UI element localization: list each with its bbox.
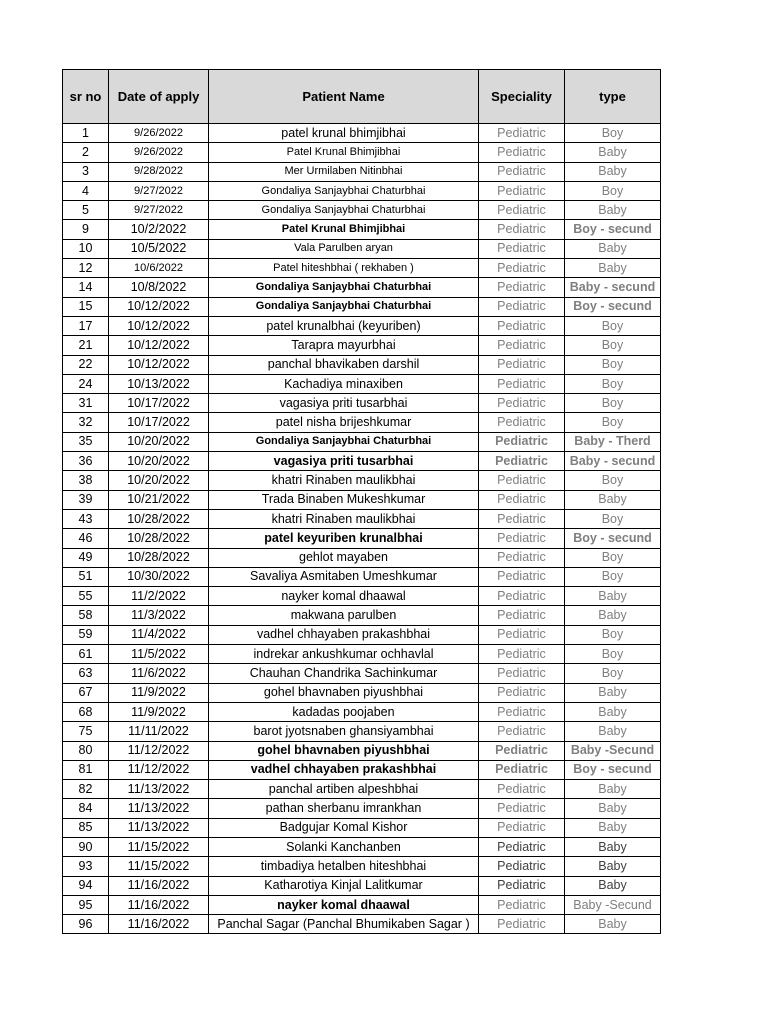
cell-type: Baby -Secund — [565, 895, 661, 914]
cell-speciality: Pediatric — [479, 355, 565, 374]
cell-sr-no: 15 — [63, 297, 109, 316]
table-row — [63, 837, 661, 856]
cell-date-of-apply: 9/26/2022 — [109, 124, 209, 143]
table-row — [63, 432, 661, 451]
cell-sr-no: 17 — [63, 316, 109, 335]
cell-date-of-apply: 10/12/2022 — [109, 297, 209, 316]
cell-date-of-apply: 11/4/2022 — [109, 625, 209, 644]
cell-sr-no: 93 — [63, 857, 109, 876]
cell-sr-no: 35 — [63, 432, 109, 451]
header-speciality: Speciality — [479, 70, 565, 124]
cell-speciality: Pediatric — [479, 741, 565, 760]
cell-speciality: Pediatric — [479, 722, 565, 741]
cell-type: Boy - secund — [565, 760, 661, 779]
cell-patient-name: patel krunalbhai (keyuriben) — [209, 316, 479, 335]
cell-patient-name: Mer Urmilaben Nitinbhai — [209, 162, 479, 181]
table-row — [63, 780, 661, 799]
cell-date-of-apply: 10/12/2022 — [109, 336, 209, 355]
cell-type: Baby - Therd — [565, 432, 661, 451]
table-row — [63, 297, 661, 316]
cell-date-of-apply: 10/12/2022 — [109, 316, 209, 335]
cell-sr-no: 22 — [63, 355, 109, 374]
cell-date-of-apply: 10/28/2022 — [109, 548, 209, 567]
cell-speciality: Pediatric — [479, 124, 565, 143]
cell-patient-name: Tarapra mayurbhai — [209, 336, 479, 355]
cell-patient-name: nayker komal dhaawal — [209, 895, 479, 914]
table-row — [63, 259, 661, 278]
table-row — [63, 722, 661, 741]
cell-speciality: Pediatric — [479, 143, 565, 162]
cell-patient-name: Gondaliya Sanjaybhai Chaturbhai — [209, 432, 479, 451]
cell-speciality: Pediatric — [479, 316, 565, 335]
cell-sr-no: 2 — [63, 143, 109, 162]
table-row — [63, 336, 661, 355]
cell-type: Baby — [565, 683, 661, 702]
cell-date-of-apply: 11/13/2022 — [109, 818, 209, 837]
cell-sr-no: 67 — [63, 683, 109, 702]
table-row — [63, 509, 661, 528]
table-row — [63, 857, 661, 876]
cell-speciality: Pediatric — [479, 201, 565, 220]
cell-speciality: Pediatric — [479, 799, 565, 818]
cell-date-of-apply: 11/16/2022 — [109, 915, 209, 934]
cell-patient-name: vadhel chhayaben prakashbhai — [209, 625, 479, 644]
header-date-of-apply: Date of apply — [109, 70, 209, 124]
cell-type: Boy — [565, 471, 661, 490]
cell-speciality: Pediatric — [479, 915, 565, 934]
cell-type: Baby - secund — [565, 452, 661, 471]
cell-patient-name: Patel Krunal Bhimjibhai — [209, 143, 479, 162]
cell-date-of-apply: 11/3/2022 — [109, 606, 209, 625]
cell-type: Boy — [565, 355, 661, 374]
cell-date-of-apply: 11/11/2022 — [109, 722, 209, 741]
cell-speciality: Pediatric — [479, 278, 565, 297]
cell-patient-name: vadhel chhayaben prakashbhai — [209, 760, 479, 779]
cell-sr-no: 58 — [63, 606, 109, 625]
cell-type: Baby — [565, 818, 661, 837]
cell-patient-name: makwana parulben — [209, 606, 479, 625]
table-row — [63, 374, 661, 393]
cell-patient-name: Trada Binaben Mukeshkumar — [209, 490, 479, 509]
cell-type: Baby — [565, 162, 661, 181]
cell-speciality: Pediatric — [479, 780, 565, 799]
cell-date-of-apply: 9/27/2022 — [109, 201, 209, 220]
cell-date-of-apply: 10/20/2022 — [109, 432, 209, 451]
cell-type: Boy — [565, 625, 661, 644]
cell-type: Boy - secund — [565, 297, 661, 316]
cell-date-of-apply: 10/13/2022 — [109, 374, 209, 393]
table-row — [63, 625, 661, 644]
cell-sr-no: 63 — [63, 664, 109, 683]
table-row — [63, 143, 661, 162]
cell-patient-name: Kachadiya minaxiben — [209, 374, 479, 393]
cell-sr-no: 39 — [63, 490, 109, 509]
cell-date-of-apply: 9/28/2022 — [109, 162, 209, 181]
cell-speciality: Pediatric — [479, 837, 565, 856]
header-row — [63, 70, 661, 124]
cell-sr-no: 46 — [63, 529, 109, 548]
cell-speciality: Pediatric — [479, 760, 565, 779]
cell-date-of-apply: 11/12/2022 — [109, 741, 209, 760]
cell-sr-no: 90 — [63, 837, 109, 856]
cell-date-of-apply: 11/9/2022 — [109, 702, 209, 721]
table-row — [63, 316, 661, 335]
table-row — [63, 606, 661, 625]
cell-patient-name: Panchal Sagar (Panchal Bhumikaben Sagar ) — [209, 915, 479, 934]
cell-patient-name: gohel bhavnaben piyushbhai — [209, 741, 479, 760]
cell-patient-name: Badgujar Komal Kishor — [209, 818, 479, 837]
cell-type: Boy — [565, 664, 661, 683]
table-row — [63, 278, 661, 297]
cell-patient-name: gohel bhavnaben piyushbhai — [209, 683, 479, 702]
cell-sr-no: 38 — [63, 471, 109, 490]
table-row — [63, 124, 661, 143]
cell-date-of-apply: 11/9/2022 — [109, 683, 209, 702]
table-row — [63, 760, 661, 779]
cell-speciality: Pediatric — [479, 818, 565, 837]
cell-speciality: Pediatric — [479, 567, 565, 586]
cell-patient-name: Patel Krunal Bhimjibhai — [209, 220, 479, 239]
table-row — [63, 529, 661, 548]
cell-sr-no: 95 — [63, 895, 109, 914]
cell-type: Boy — [565, 181, 661, 200]
cell-patient-name: khatri Rinaben maulikbhai — [209, 471, 479, 490]
cell-type: Baby — [565, 857, 661, 876]
table-row — [63, 645, 661, 664]
cell-patient-name: patel nisha brijeshkumar — [209, 413, 479, 432]
cell-date-of-apply: 10/12/2022 — [109, 355, 209, 374]
cell-date-of-apply: 11/16/2022 — [109, 895, 209, 914]
cell-date-of-apply: 10/17/2022 — [109, 394, 209, 413]
cell-sr-no: 14 — [63, 278, 109, 297]
cell-speciality: Pediatric — [479, 471, 565, 490]
cell-patient-name: Gondaliya Sanjaybhai Chaturbhai — [209, 297, 479, 316]
cell-patient-name: patel keyuriben krunalbhai — [209, 529, 479, 548]
cell-speciality: Pediatric — [479, 239, 565, 258]
cell-patient-name: gehlot mayaben — [209, 548, 479, 567]
cell-type: Baby — [565, 606, 661, 625]
cell-type: Boy — [565, 509, 661, 528]
cell-speciality: Pediatric — [479, 529, 565, 548]
cell-speciality: Pediatric — [479, 606, 565, 625]
table-row — [63, 664, 661, 683]
cell-type: Baby — [565, 259, 661, 278]
cell-type: Baby — [565, 201, 661, 220]
cell-sr-no: 94 — [63, 876, 109, 895]
cell-patient-name: Patel hiteshbhai ( rekhaben ) — [209, 259, 479, 278]
cell-date-of-apply: 10/8/2022 — [109, 278, 209, 297]
table-row — [63, 799, 661, 818]
cell-type: Boy — [565, 413, 661, 432]
cell-date-of-apply: 10/20/2022 — [109, 471, 209, 490]
cell-patient-name: panchal artiben alpeshbhai — [209, 780, 479, 799]
cell-sr-no: 82 — [63, 780, 109, 799]
cell-date-of-apply: 9/27/2022 — [109, 181, 209, 200]
cell-speciality: Pediatric — [479, 664, 565, 683]
cell-sr-no: 24 — [63, 374, 109, 393]
cell-patient-name: Katharotiya Kinjal Lalitkumar — [209, 876, 479, 895]
header-sr-no: sr no — [63, 70, 109, 124]
cell-type: Baby — [565, 143, 661, 162]
cell-date-of-apply: 10/28/2022 — [109, 529, 209, 548]
cell-speciality: Pediatric — [479, 876, 565, 895]
cell-sr-no: 61 — [63, 645, 109, 664]
cell-patient-name: Vala Parulben aryan — [209, 239, 479, 258]
table-row — [63, 876, 661, 895]
cell-type: Boy - secund — [565, 529, 661, 548]
cell-speciality: Pediatric — [479, 259, 565, 278]
cell-sr-no: 21 — [63, 336, 109, 355]
table-row — [63, 490, 661, 509]
cell-patient-name: Gondaliya Sanjaybhai Chaturbhai — [209, 201, 479, 220]
cell-patient-name: Solanki Kanchanben — [209, 837, 479, 856]
cell-patient-name: pathan sherbanu imrankhan — [209, 799, 479, 818]
cell-patient-name: timbadiya hetalben hiteshbhai — [209, 857, 479, 876]
cell-date-of-apply: 11/15/2022 — [109, 857, 209, 876]
cell-type: Baby — [565, 722, 661, 741]
cell-sr-no: 31 — [63, 394, 109, 413]
cell-speciality: Pediatric — [479, 162, 565, 181]
table-row — [63, 683, 661, 702]
cell-type: Boy — [565, 124, 661, 143]
cell-speciality: Pediatric — [479, 702, 565, 721]
table-row — [63, 220, 661, 239]
cell-sr-no: 75 — [63, 722, 109, 741]
cell-date-of-apply: 11/13/2022 — [109, 780, 209, 799]
cell-type: Boy — [565, 316, 661, 335]
cell-patient-name: barot jyotsnaben ghansiyambhai — [209, 722, 479, 741]
cell-sr-no: 96 — [63, 915, 109, 934]
cell-speciality: Pediatric — [479, 683, 565, 702]
cell-speciality: Pediatric — [479, 336, 565, 355]
cell-type: Baby -Secund — [565, 741, 661, 760]
cell-date-of-apply: 11/13/2022 — [109, 799, 209, 818]
table-row — [63, 587, 661, 606]
cell-sr-no: 49 — [63, 548, 109, 567]
cell-speciality: Pediatric — [479, 548, 565, 567]
cell-speciality: Pediatric — [479, 181, 565, 200]
cell-sr-no: 3 — [63, 162, 109, 181]
cell-sr-no: 36 — [63, 452, 109, 471]
table-row — [63, 181, 661, 200]
cell-type: Boy — [565, 394, 661, 413]
cell-speciality: Pediatric — [479, 895, 565, 914]
cell-patient-name: patel krunal bhimjibhai — [209, 124, 479, 143]
cell-speciality: Pediatric — [479, 452, 565, 471]
cell-sr-no: 51 — [63, 567, 109, 586]
table-row — [63, 702, 661, 721]
table-row — [63, 355, 661, 374]
cell-date-of-apply: 10/28/2022 — [109, 509, 209, 528]
cell-type: Baby — [565, 702, 661, 721]
table-row — [63, 201, 661, 220]
cell-type: Baby — [565, 799, 661, 818]
table-row — [63, 413, 661, 432]
cell-date-of-apply: 10/20/2022 — [109, 452, 209, 471]
cell-speciality: Pediatric — [479, 490, 565, 509]
cell-speciality: Pediatric — [479, 413, 565, 432]
table-body — [63, 124, 661, 934]
table-row — [63, 741, 661, 760]
cell-sr-no: 84 — [63, 799, 109, 818]
table-row — [63, 895, 661, 914]
cell-type: Baby — [565, 587, 661, 606]
cell-patient-name: khatri Rinaben maulikbhai — [209, 509, 479, 528]
header-type: type — [565, 70, 661, 124]
cell-type: Baby — [565, 915, 661, 934]
cell-sr-no: 68 — [63, 702, 109, 721]
cell-speciality: Pediatric — [479, 587, 565, 606]
cell-type: Boy — [565, 374, 661, 393]
cell-type: Baby — [565, 780, 661, 799]
cell-patient-name: vagasiya priti tusarbhai — [209, 452, 479, 471]
cell-type: Boy — [565, 645, 661, 664]
cell-patient-name: panchal bhavikaben darshil — [209, 355, 479, 374]
cell-sr-no: 55 — [63, 587, 109, 606]
cell-date-of-apply: 11/6/2022 — [109, 664, 209, 683]
cell-type: Boy — [565, 336, 661, 355]
cell-patient-name: Gondaliya Sanjaybhai Chaturbhai — [209, 278, 479, 297]
cell-speciality: Pediatric — [479, 857, 565, 876]
cell-type: Boy — [565, 548, 661, 567]
cell-date-of-apply: 10/5/2022 — [109, 239, 209, 258]
cell-sr-no: 9 — [63, 220, 109, 239]
cell-sr-no: 85 — [63, 818, 109, 837]
patient-table — [62, 69, 661, 934]
cell-sr-no: 80 — [63, 741, 109, 760]
cell-sr-no: 43 — [63, 509, 109, 528]
cell-patient-name: kadadas poojaben — [209, 702, 479, 721]
cell-date-of-apply: 11/5/2022 — [109, 645, 209, 664]
cell-date-of-apply: 10/21/2022 — [109, 490, 209, 509]
cell-sr-no: 32 — [63, 413, 109, 432]
cell-type: Boy - secund — [565, 220, 661, 239]
table-row — [63, 818, 661, 837]
cell-speciality: Pediatric — [479, 432, 565, 451]
cell-speciality: Pediatric — [479, 625, 565, 644]
table-row — [63, 915, 661, 934]
table-row — [63, 162, 661, 181]
cell-sr-no: 59 — [63, 625, 109, 644]
cell-date-of-apply: 11/2/2022 — [109, 587, 209, 606]
cell-speciality: Pediatric — [479, 645, 565, 664]
cell-date-of-apply: 10/30/2022 — [109, 567, 209, 586]
cell-sr-no: 1 — [63, 124, 109, 143]
cell-speciality: Pediatric — [479, 509, 565, 528]
cell-speciality: Pediatric — [479, 374, 565, 393]
cell-patient-name: vagasiya priti tusarbhai — [209, 394, 479, 413]
cell-speciality: Pediatric — [479, 220, 565, 239]
cell-speciality: Pediatric — [479, 297, 565, 316]
cell-type: Boy — [565, 567, 661, 586]
cell-patient-name: Gondaliya Sanjaybhai Chaturbhai — [209, 181, 479, 200]
table-row — [63, 394, 661, 413]
cell-patient-name: nayker komal dhaawal — [209, 587, 479, 606]
cell-date-of-apply: 11/15/2022 — [109, 837, 209, 856]
cell-type: Baby — [565, 239, 661, 258]
cell-date-of-apply: 10/17/2022 — [109, 413, 209, 432]
table-row — [63, 471, 661, 490]
cell-type: Baby — [565, 490, 661, 509]
cell-patient-name: indrekar ankushkumar ochhavlal — [209, 645, 479, 664]
cell-date-of-apply: 11/16/2022 — [109, 876, 209, 895]
cell-type: Baby - secund — [565, 278, 661, 297]
cell-date-of-apply: 9/26/2022 — [109, 143, 209, 162]
cell-date-of-apply: 10/6/2022 — [109, 259, 209, 278]
cell-date-of-apply: 11/12/2022 — [109, 760, 209, 779]
table-row — [63, 567, 661, 586]
cell-sr-no: 5 — [63, 201, 109, 220]
cell-sr-no: 12 — [63, 259, 109, 278]
table-row — [63, 548, 661, 567]
table-row — [63, 239, 661, 258]
table-row — [63, 452, 661, 471]
cell-speciality: Pediatric — [479, 394, 565, 413]
cell-date-of-apply: 10/2/2022 — [109, 220, 209, 239]
cell-patient-name: Chauhan Chandrika Sachinkumar — [209, 664, 479, 683]
cell-type: Baby — [565, 876, 661, 895]
cell-sr-no: 81 — [63, 760, 109, 779]
cell-sr-no: 4 — [63, 181, 109, 200]
cell-sr-no: 10 — [63, 239, 109, 258]
cell-type: Baby — [565, 837, 661, 856]
header-patient-name: Patient Name — [209, 70, 479, 124]
cell-patient-name: Savaliya Asmitaben Umeshkumar — [209, 567, 479, 586]
